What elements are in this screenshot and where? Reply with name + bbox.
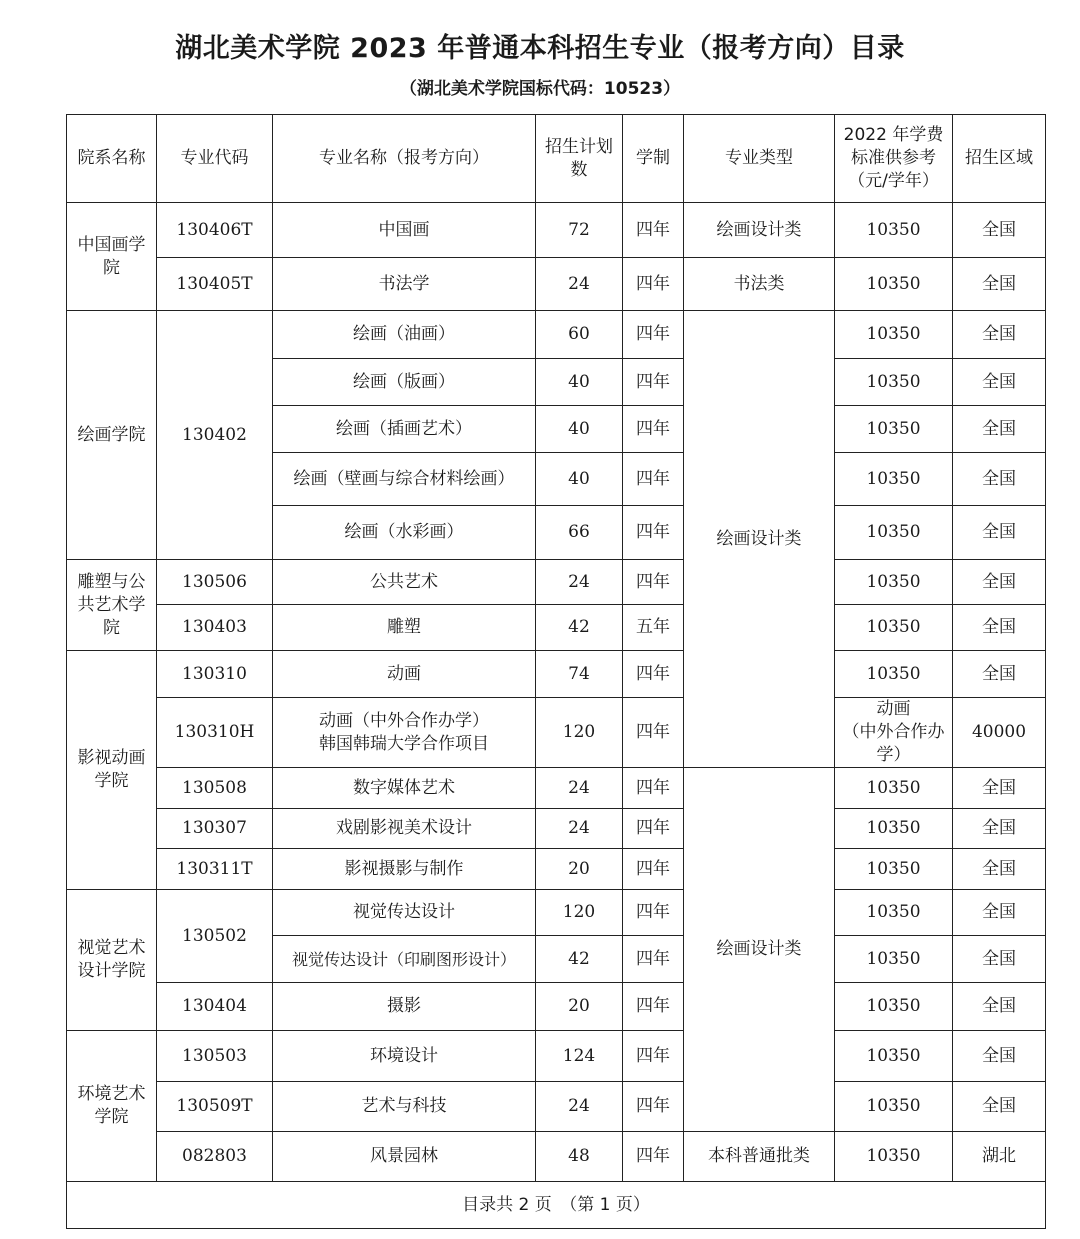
dept-line: 中国画学 [77,234,146,255]
quota-cell: 60 [536,311,623,359]
quota-cell: 48 [536,1132,623,1182]
quota-cell: 24 [536,560,623,605]
years-cell: 四年 [623,768,684,809]
years-cell: 四年 [623,406,684,453]
type-cell: 绘画设计类 [684,768,835,1132]
fee-cell: 40000 [953,698,1046,768]
fee-cell: 10350 [835,203,953,258]
fee-cell: 10350 [835,936,953,983]
table-row [67,1031,1046,1082]
region-cell: 全国 [953,1082,1046,1132]
header-quota-line1: 招生计划 [545,136,613,157]
header-region: 招生区域 [953,115,1046,203]
region-cell: 全国 [953,890,1046,936]
major-name-cell: 摄影 [273,983,536,1031]
quota-cell: 24 [536,258,623,311]
page-subtitle: （湖北美术学院国标代码：10523） [399,79,681,99]
dept-line: 雕塑与公 [77,571,146,592]
region-cell: 全国 [953,258,1046,311]
table-row [67,768,1046,809]
fee-cell: 10350 [835,983,953,1031]
catalog-table [66,114,1046,1229]
header-quota-line2: 数 [570,159,588,180]
region-cell: 全国 [953,983,1046,1031]
quota-cell: 120 [536,698,623,768]
years-cell: 五年 [623,605,684,651]
quota-cell: 120 [536,890,623,936]
years-cell: 四年 [623,203,684,258]
code-cell: 130506 [157,560,273,605]
years-cell: 四年 [623,809,684,849]
region-cell: 全国 [953,203,1046,258]
quota-cell: 124 [536,1031,623,1082]
major-name-cell: 环境设计 [273,1031,536,1082]
code-cell: 130402 [157,311,273,560]
dept-line: 视觉艺术 [77,938,146,958]
major-name-cell: 绘画（油画） [273,311,536,359]
dept-line: 学院 [94,771,129,791]
table-row [67,203,1046,258]
table-row [67,809,1046,849]
table-row [67,605,1046,651]
years-cell: 四年 [623,506,684,560]
table-row [67,560,1046,605]
dept-line: 共艺术学 [77,594,146,615]
code-cell: 130406T [157,203,273,258]
region-cell: 全国 [953,359,1046,406]
table-row [67,890,1046,936]
header-dept: 院系名称 [67,115,157,203]
type-cell [835,698,953,768]
header-row [67,115,1046,203]
dept-line: 环境艺术 [77,1084,146,1104]
quota-cell: 66 [536,506,623,560]
region-cell: 全国 [953,651,1046,698]
quota-cell: 42 [536,605,623,651]
code-cell: 130509T [157,1082,273,1132]
major-name-cell: 戏剧影视美术设计 [273,809,536,849]
major-name-cell: 绘画（水彩画） [273,506,536,560]
dept-cell [67,203,157,311]
major-name-cell: 中国画 [273,203,536,258]
region-cell: 全国 [953,936,1046,983]
region-cell: 全国 [953,1031,1046,1082]
years-cell: 四年 [623,890,684,936]
header-fee-line3: （元/学年） [848,171,939,191]
dept-line: 设计学院 [77,961,146,981]
type-cell: 书法类 [684,258,835,311]
fee-cell: 10350 [835,560,953,605]
quota-cell: 40 [536,453,623,506]
major-name-cell: 动画 [273,651,536,698]
dept-line: 院 [103,257,120,278]
years-cell: 四年 [623,698,684,768]
code-cell: 130405T [157,258,273,311]
header-years: 学制 [623,115,684,203]
header-code: 专业代码 [157,115,273,203]
table-row [67,311,1046,359]
major-name-cell: 公共艺术 [273,560,536,605]
footer-row [67,1182,1046,1229]
years-cell: 四年 [623,359,684,406]
major-name-cell: 绘画（版画） [273,359,536,406]
fee-cell: 10350 [835,890,953,936]
fee-cell: 10350 [835,1031,953,1082]
quota-cell: 24 [536,809,623,849]
major-name-cell: 绘画（插画艺术） [273,406,536,453]
type-cell: 绘画设计类 [684,311,835,768]
type-line: （中外合作办学） [842,722,945,765]
major-name-cell: 雕塑 [273,605,536,651]
quota-cell: 24 [536,768,623,809]
quota-cell: 24 [536,1082,623,1132]
quota-cell: 20 [536,983,623,1031]
years-cell: 四年 [623,983,684,1031]
major-name-cell: 影视摄影与制作 [273,849,536,890]
region-cell: 全国 [953,849,1046,890]
major-name-cell: 数字媒体艺术 [273,768,536,809]
years-cell: 四年 [623,651,684,698]
quota-cell: 40 [536,406,623,453]
years-cell: 四年 [623,936,684,983]
table-row [67,698,1046,768]
header-fee-line1: 2022 年学费 [843,125,944,145]
type-line: 动画 [876,699,911,719]
fee-cell: 10350 [835,768,953,809]
region-cell: 全国 [953,605,1046,651]
major-name-line: 韩国韩瑞大学合作项目 [319,733,489,754]
quota-cell: 42 [536,936,623,983]
years-cell: 四年 [623,1132,684,1182]
region-cell: 湖北 [953,1132,1046,1182]
dept-cell [67,651,157,890]
region-cell: 全国 [953,560,1046,605]
dept-cell [67,1031,157,1182]
fee-cell: 10350 [835,605,953,651]
major-name-cell: 书法学 [273,258,536,311]
years-cell: 四年 [623,311,684,359]
code-cell: 130508 [157,768,273,809]
major-name-cell: 视觉传达设计（印刷图形设计） [273,936,536,983]
dept-cell [67,560,157,651]
region-cell: 全国 [953,506,1046,560]
fee-cell: 10350 [835,453,953,506]
region-cell: 全国 [953,311,1046,359]
fee-cell: 10350 [835,311,953,359]
header-type: 专业类型 [684,115,835,203]
region-cell: 全国 [953,768,1046,809]
table-row [67,849,1046,890]
fee-cell: 10350 [835,258,953,311]
header-fee [835,115,953,203]
years-cell: 四年 [623,1031,684,1082]
major-name-cell [273,698,536,768]
years-cell: 四年 [623,258,684,311]
code-cell: 130310 [157,651,273,698]
table-row [67,651,1046,698]
quota-cell: 40 [536,359,623,406]
quota-cell: 72 [536,203,623,258]
table-row [67,258,1046,311]
major-name-cell: 艺术与科技 [273,1082,536,1132]
header-fee-line2: 标准供参考 [851,148,936,168]
table-row [67,1132,1046,1182]
region-cell: 全国 [953,453,1046,506]
dept-line: 院 [103,617,120,638]
major-name-cell: 视觉传达设计 [273,890,536,936]
code-cell: 130403 [157,605,273,651]
fee-cell: 10350 [835,1132,953,1182]
page-footer: 目录共 2 页 （第 1 页） [67,1182,1046,1229]
code-cell: 130311T [157,849,273,890]
fee-cell: 10350 [835,651,953,698]
dept-cell [67,890,157,1031]
code-cell: 082803 [157,1132,273,1182]
years-cell: 四年 [623,849,684,890]
years-cell: 四年 [623,560,684,605]
header-quota [536,115,623,203]
fee-cell: 10350 [835,809,953,849]
type-cell: 本科普通批类 [684,1132,835,1182]
fee-cell: 10350 [835,406,953,453]
type-cell: 绘画设计类 [684,203,835,258]
code-cell: 130404 [157,983,273,1031]
header-name: 专业名称（报考方向） [273,115,536,203]
page-title: 湖北美术学院 2023 年普通本科招生专业（报考方向）目录 [175,33,905,64]
dept-cell: 绘画学院 [67,311,157,560]
code-cell: 130503 [157,1031,273,1082]
code-cell: 130307 [157,809,273,849]
major-name-line: 动画（中外合作办学） [319,710,489,731]
years-cell: 四年 [623,1082,684,1132]
table-row [67,983,1046,1031]
major-name-cell: 风景园林 [273,1132,536,1182]
major-name-cell: 绘画（壁画与综合材料绘画） [273,453,536,506]
fee-cell: 10350 [835,1082,953,1132]
dept-line: 影视动画 [77,748,146,768]
dept-line: 学院 [94,1107,129,1127]
region-cell: 全国 [953,406,1046,453]
table-row [67,1082,1046,1132]
fee-cell: 10350 [835,506,953,560]
code-cell: 130502 [157,890,273,983]
years-cell: 四年 [623,453,684,506]
code-cell: 130310H [157,698,273,768]
fee-cell: 10350 [835,849,953,890]
fee-cell: 10350 [835,359,953,406]
quota-cell: 74 [536,651,623,698]
region-cell: 全国 [953,809,1046,849]
quota-cell: 20 [536,849,623,890]
